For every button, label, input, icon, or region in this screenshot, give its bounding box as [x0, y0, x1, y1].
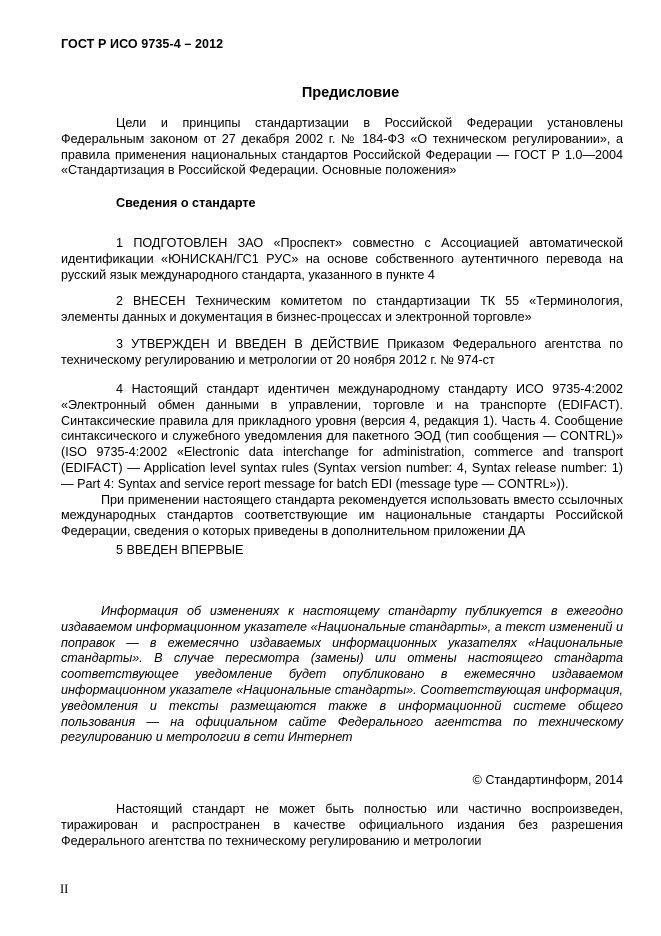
info-notice-section: [61, 604, 623, 746]
item-3-section: [61, 337, 623, 369]
standard-info-heading: Сведения о стандарте: [116, 196, 256, 210]
reproduction-notice-paragraph: Настоящий стандарт не может быть полностью или частично воспроизведен, тиражирован и распространен в качестве официального издания без разрешения Федерального агентства по техническому регулированию и метрологии: [61, 802, 623, 848]
intro-section: [61, 116, 623, 179]
item-4-section: [61, 382, 623, 559]
page-number: II: [60, 882, 69, 896]
item-4-paragraph: 4 Настоящий стандарт идентичен международному стандарту ИСО 9735-4:2002 «Электронный обмен данными в управлении, торговле и на транспорте (EDIFACT). Синтаксические правила для прикладного уровня (версия 4, редакция 1). Часть 4. Сообщение синтаксического и служебного уведомления для пакетного ЭОД (тип сообщения — CONTRL)» (ISO 9735-4:2002 «Electronic data interchange for administration, commerce and transport (EDIFACT) — Application level syntax rules (Syntax version number: 4, Syntax release number: 1) — Part 4: Syntax and service report message for batch EDI (message type — CONTRL»)).: [61, 382, 623, 491]
item-4-note-paragraph: При применении настоящего стандарта рекомендуется использовать вместо ссылочных международных стандартов соответствующие им национальные стандарты Российской Федерации, сведения о которых приведены в дополнительном приложении ДА: [61, 492, 623, 539]
item-5-paragraph: 5 ВВЕДЕН ВПЕРВЫЕ: [116, 542, 244, 557]
item-1-section: [61, 236, 623, 283]
reproduction-notice-section: [61, 802, 623, 849]
item-2-paragraph: 2 ВНЕСЕН Техническим комитетом по стандартизации ТК 55 «Терминология, элементы данных и документация в бизнес-процессах и электронной торговле»: [61, 294, 623, 324]
info-notice-paragraph: Информация об изменениях к настоящему стандарту публикуется в ежегодно издаваемом информационном указателе «Национальные стандарты», а текст изменений и поправок — в ежемесячно издаваемых информационных указателях «Национальные стандарты». В случае пересмотра (замены) или отмены настоящего стандарта соответствующее уведомление будет опубликовано в ежемесячно издаваемом информационном указателе «Национальные стандарты». Соответствующая информация, уведомления и тексты размещаются также в информационной системе общего пользования — на официальном сайте Федерального агентства по техническому регулированию и метрологии в сети Интернет: [61, 604, 623, 745]
item-1-paragraph: 1 ПОДГОТОВЛЕН ЗАО «Проспект» совместно с Ассоциацией автоматической идентификации «ЮНИСКАН/ГС1 РУС» на основе собственного аутентичного перевода на русский язык международного стандарта, указанного в пункте 4: [61, 236, 623, 282]
copyright-line: © Стандартинформ, 2014: [472, 773, 623, 787]
document-header: ГОСТ Р ИСО 9735-4 – 2012: [61, 37, 224, 51]
page-title: Предисловие: [301, 85, 400, 101]
item-2-section: [61, 294, 623, 326]
intro-paragraph: Цели и принципы стандартизации в Российской Федерации установлены Федеральным законом от 27 декабря 2002 г. № 184-ФЗ «О техническом регулировании», а правила применения национальных стандартов Российской Федерации — ГОСТ Р 1.0—2004 «Стандартизация в Российской Федерации. Основные положения»: [61, 116, 623, 178]
item-3-paragraph: 3 УТВЕРЖДЕН И ВВЕДЕН В ДЕЙСТВИЕ Приказом Федерального агентства по техническому регулированию и метрологии от 20 ноября 2012 г. № 974-ст: [61, 337, 623, 367]
